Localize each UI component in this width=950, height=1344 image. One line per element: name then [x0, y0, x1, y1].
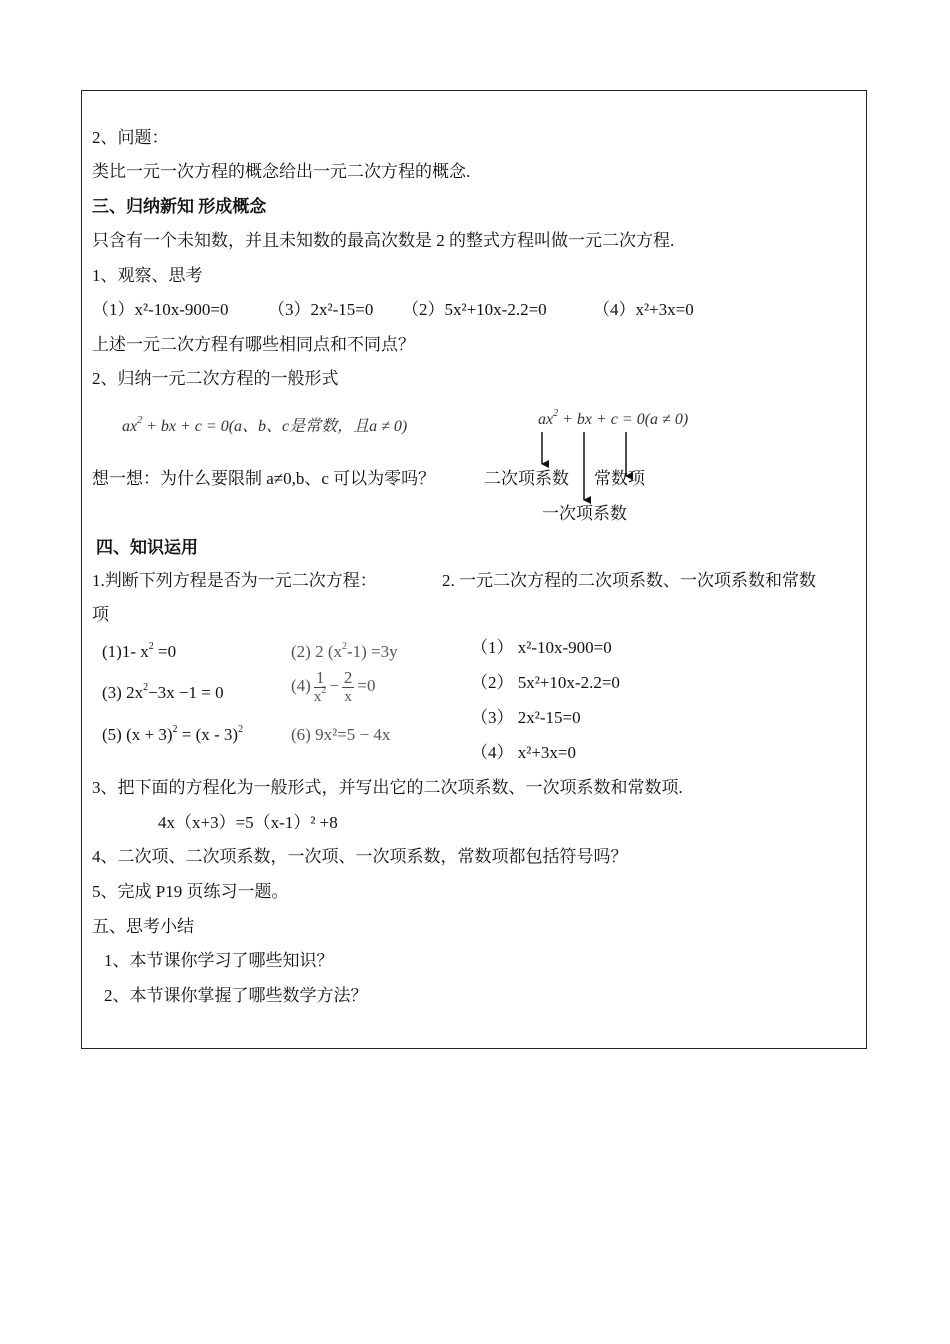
section-3-heading: 三、归纳新知 形成概念 — [92, 197, 267, 216]
summary-1: 1、本节课你学习了哪些知识？ — [104, 951, 334, 970]
judge-eq-2: (2) 2 $(x^2-1) =3y$ — [291, 641, 398, 661]
coef-eq-3: （3） 2x²-15=0 — [471, 708, 581, 727]
label-constant: 常数项 — [594, 469, 645, 488]
judge-eq-1: (1)1- $x^2 =0$ — [102, 641, 177, 661]
coef-eq-2: （2） 5x²+10x-2.2=0 — [471, 673, 620, 692]
equation-1: （1）x²-10x-900=0 — [92, 300, 229, 319]
judge-eq-3: (3) $2x^2-3x -1 = 0$ — [102, 682, 224, 702]
label-quadratic-coef: 二次项系数 — [484, 469, 569, 488]
question-3: 3、把下面的方程化为一般形式，并写出它的二次项系数、一次项系数和常数项. — [92, 778, 683, 797]
question-3-equation: 4x（x+3）=5（x-1）² +8 — [158, 813, 338, 832]
section-4-heading: 四、知识运用 — [96, 538, 198, 557]
question-2-line-1: 2. 一元二次方程的二次项系数、一次项系数和常数 — [442, 571, 816, 590]
fraction-2: $\frac{2}{x}$ — [343, 667, 353, 705]
judge-eq-4: (4) $\frac{1}{x^2}$ − $\frac{2}{x}$ =0 — [291, 667, 376, 705]
judge-eq-6: (6) 9x²=5 − 4x — [291, 725, 391, 744]
think-question: 想一想：为什么要限制 a≠0,b、c 可以为零吗？ — [92, 469, 436, 488]
fraction-1: $\frac{1}{x^2}$ — [313, 667, 327, 705]
analogy-text: 类比一元一次方程的概念给出一元二次方程的概念. — [92, 162, 471, 181]
judge-eq-5: (5) $(x + 3)^2 = (x - 3)^2$ — [102, 724, 244, 744]
question-5: 5、完成 P19 页练习一题。 — [92, 882, 289, 901]
equation-3: （3）2x²-15=0 — [268, 300, 374, 319]
question-1: 1.判断下列方程是否为一元二次方程： — [92, 571, 377, 590]
label-linear-coef: 一次项系数 — [542, 504, 627, 523]
problem-label: 2、问题： — [92, 128, 169, 147]
question-2-line-2: 项 — [92, 605, 109, 624]
general-form-formula: $ax^2$ + bx + c = 0(a、b、c是常数，且a ≠ 0) — [122, 415, 408, 435]
question-4: 4、二次项、二次项系数，一次项、一次项系数，常数项都包括符号吗？ — [92, 847, 628, 866]
general-form-annotated: $ax^2$ + bx + c = 0(a ≠ 0) — [538, 408, 689, 428]
observe-label: 1、观察、思考 — [92, 266, 203, 285]
summary-2: 2、本节课你掌握了哪些数学方法？ — [104, 986, 368, 1005]
general-form-title: 2、归纳一元二次方程的一般形式 — [92, 369, 339, 388]
section-5-heading: 五、思考小结 — [92, 917, 194, 936]
similarity-question: 上述一元二次方程有哪些相同点和不同点？ — [92, 335, 415, 354]
coef-eq-4: （4） x²+3x=0 — [471, 743, 577, 762]
equation-2: （2）5x²+10x-2.2=0 — [402, 300, 547, 319]
coef-eq-1: （1） x²-10x-900=0 — [471, 638, 612, 657]
definition-text: 只含有一个未知数，并且未知数的最高次数是 2 的整式方程叫做一元二次方程. — [92, 231, 675, 250]
equation-4: （4）x²+3x=0 — [593, 300, 694, 319]
